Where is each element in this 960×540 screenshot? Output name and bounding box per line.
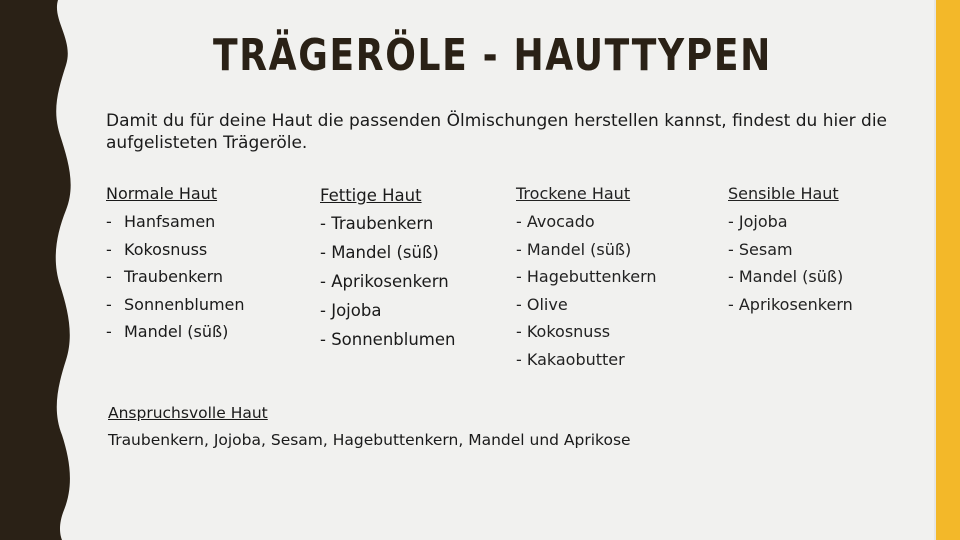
demanding-skin-text: Traubenkern, Jojoba, Sesam, Hagebuttenkern, Mandel und Aprikose: [108, 431, 631, 449]
page-title: TRÄGERÖLE - HAUTTYPEN: [213, 30, 772, 81]
decorative-left-border: [0, 0, 80, 540]
list-item: - Sonnenblumen: [106, 294, 245, 314]
column-sensitive-skin: [728, 182, 853, 320]
list-item: - Avocado: [516, 212, 595, 231]
list-item: - Kakaobutter: [516, 349, 625, 369]
list-item: - Hagebuttenkern: [516, 267, 657, 286]
list-item: - Sonnenblumen: [320, 330, 456, 349]
accent-right-bar: [936, 0, 960, 540]
list-item: - Mandel (süß): [320, 243, 439, 262]
column-heading: Fettige Haut: [320, 186, 422, 205]
list-item: - Aprikosenkern: [320, 272, 449, 291]
list-item: - Traubenkern: [320, 214, 434, 233]
list-item: - Aprikosenkern: [728, 294, 853, 314]
column-dry-skin: [516, 182, 657, 375]
column-oily-skin: [320, 184, 456, 357]
column-heading: Trockene Haut: [516, 184, 631, 203]
intro-text: Damit du für deine Haut die passenden Ölmischungen herstellen kannst, findest du hier die aufgelisteten Trägeröle.: [106, 111, 888, 153]
list-item: - Mandel (süß): [516, 239, 632, 259]
list-item: - Mandel (süß): [728, 267, 844, 286]
list-item: - Jojoba: [728, 212, 788, 231]
list-item: - Olive: [516, 294, 568, 314]
list-item: - Hanfsamen: [106, 212, 216, 231]
demanding-skin-heading: Anspruchsvolle Haut: [108, 404, 268, 422]
column-heading: Sensible Haut: [728, 184, 839, 203]
list-item: - Kokosnuss: [106, 239, 208, 259]
list-item: - Traubenkern: [106, 267, 224, 286]
list-item: - Mandel (süß): [106, 322, 229, 341]
column-normal-skin: [106, 182, 245, 348]
list-item: - Kokosnuss: [516, 322, 611, 341]
demanding-skin-section: [108, 402, 631, 451]
column-heading: Normale Haut: [106, 184, 218, 203]
list-item: - Jojoba: [320, 301, 382, 320]
list-item: - Sesam: [728, 239, 793, 259]
